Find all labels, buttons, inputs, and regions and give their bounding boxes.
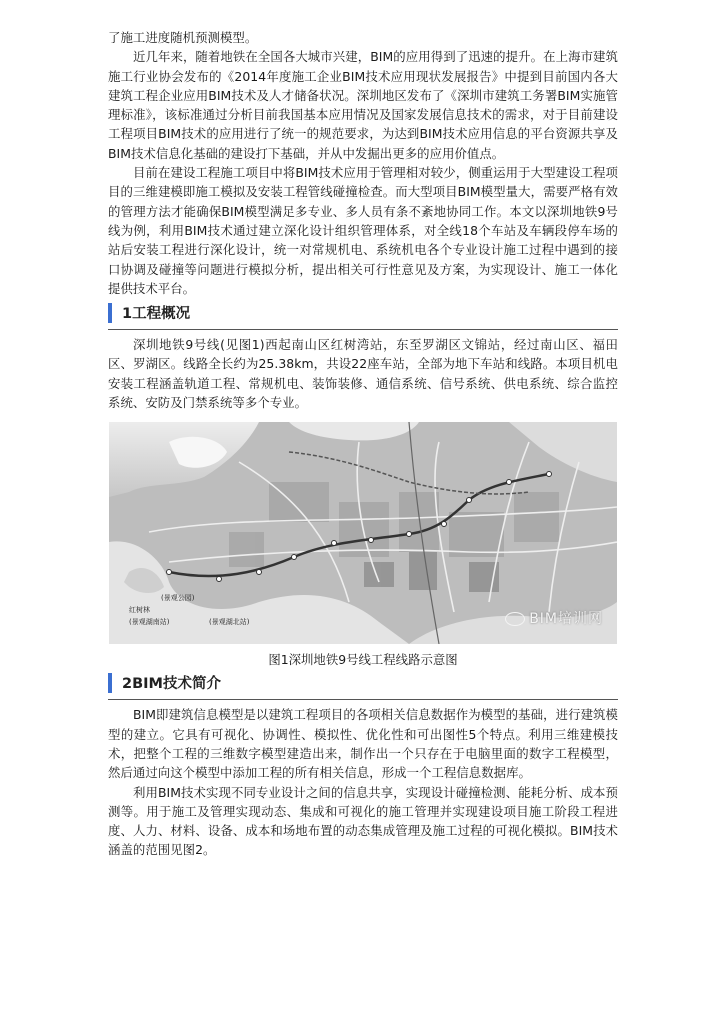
figure-caption: 图1深圳地铁9号线工程线路示意图: [268, 652, 458, 668]
heading-accent-bar: [108, 673, 112, 693]
figure-1-map: [109, 422, 617, 644]
heading-accent-bar: [108, 303, 112, 323]
map-label: (景观湖南站): [129, 618, 170, 627]
paragraph: 近几年来，随着地铁在全国各大城市兴建，BIM的应用得到了迅速的提升。在上海市建筑施工行业协会发布的《2014年度施工企业BIM技术应用现状发展报告》中提到目前国内各大建筑工程企业应用BIM技术及人才储备状况。深圳地区发布了《深圳市建筑工务署BIM实施管理标准》，该标准通过分析目前我国基本应用情况及国家发展信息技术的需求，对于目前建设工程项目BIM技术的应用进行了统一的规范要求，为达到BIM技术应用信息的平台资源共享及BIM技术信息化基础的建设打下基础，并从中发掘出更多的应用价值点。: [108, 49, 618, 161]
watermark-text: BIM培训网: [529, 611, 603, 628]
map-label: (景观公园): [161, 594, 195, 603]
section-heading-text: 1工程概况: [122, 306, 191, 323]
map-label: 红树林: [129, 606, 150, 615]
watermark: [505, 608, 603, 628]
paragraph: 了施工进度随机预测模型。: [108, 30, 258, 45]
paragraph: 目前在建设工程施工项目中将BIM技术应用于管理相对较少，侧重运用于大型建设工程项目的三维建模即施工模拟及安装工程管线碰撞检查。而大型项目BIM模型量大，需要严格有效的管理方法才能确保BIM模型满足多专业、多人员有条不紊地协同工作。本文以深圳地铁9号线为例，利用BIM技术通过建立深化设计组织管理体系，对全线18个车站及车辆段停车场的站后安装工程进行深化设计，统一对常规机电、系统机电各个专业设计施工过程中遇到的接口协调及碰撞等问题进行模拟分析，提出相关可行性意见及方案，为实现设计、施工一体化提供技术平台。: [108, 165, 618, 296]
paragraph: 深圳地铁9号线(见图1)西起南山区红树湾站，东至罗湖区文锦站，经过南山区、福田区、罗湖区。线路全长约为25.38km，共设22座车站，全部为地下车站和线路。本项目机电安装工程涵盖轨道工程、常规机电、装饰装修、通信系统、信号系统、供电系统、综合监控系统、安防及门禁系统等多个专业。: [108, 337, 618, 411]
paragraph: BIM即建筑信息模型是以建筑工程项目的各项相关信息数据作为模型的基础，进行建筑模型的建立。它具有可视化、协调性、模拟性、优化性和可出图性5个特点。利用三维建模技术，把整个工程的三维数字模型建造出来，制作出一个只存在于电脑里面的数字工程模型，然后通过向这个模型中添加工程的所有相关信息，形成一个工程信息数据库。: [108, 707, 618, 781]
wechat-icon: [505, 612, 525, 626]
section-heading-text: 2BIM技术简介: [122, 676, 221, 693]
paragraph: 利用BIM技术实现不同专业设计之间的信息共享，实现设计碰撞检测、能耗分析、成本预测等。用于施工及管理实现动态、集成和可视化的施工管理并实现建设项目施工阶段工程进度、人力、材料、设备、成本和场地布置的动态集成管理及施工过程的可视化模拟。BIM技术涵盖的范围见图2。: [108, 784, 618, 858]
document-page: [108, 28, 618, 860]
map-label: (景观湖北站): [209, 618, 250, 627]
section-heading-2: [108, 672, 618, 700]
section-heading-1: [108, 302, 618, 330]
